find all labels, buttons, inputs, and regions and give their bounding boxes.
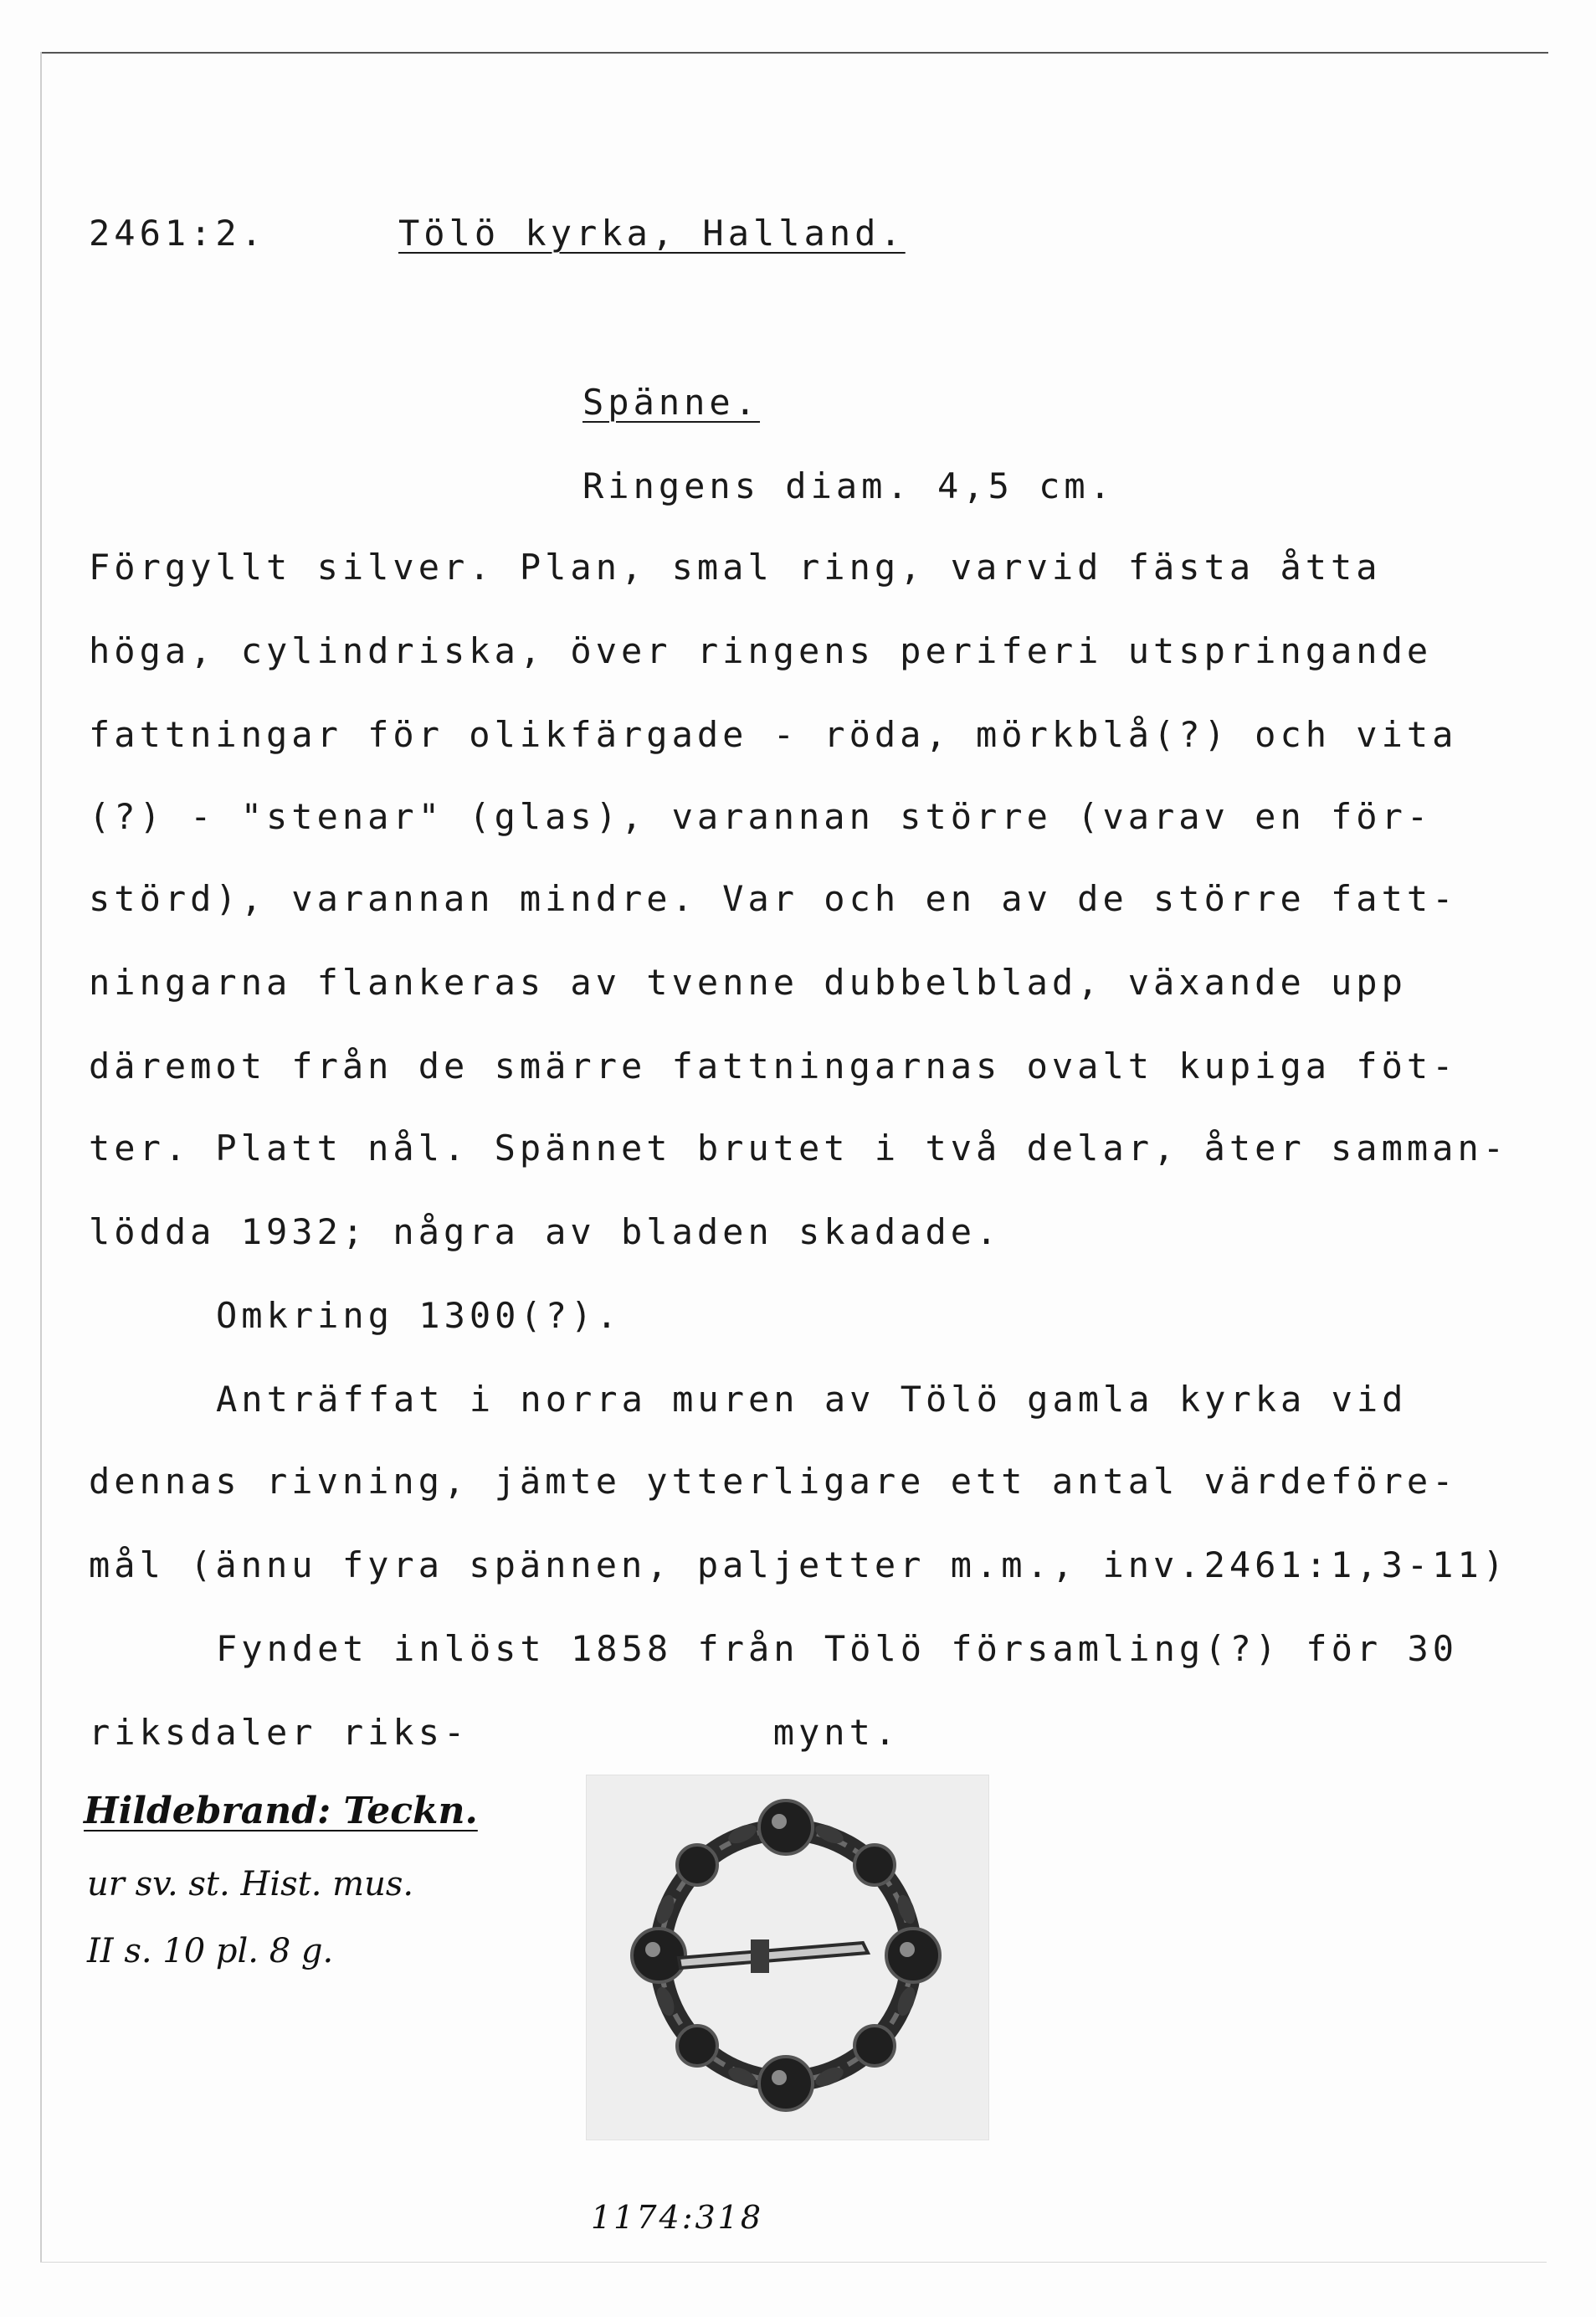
handwritten-reference: Hildebrand: Teckn. [84, 1790, 478, 1832]
description-line: ter. Platt nål. Spännet brutet i två delar, åter samman- [89, 1128, 1509, 1169]
dating: Omkring 1300(?). [216, 1295, 622, 1336]
accession-number: 2461:2. [89, 213, 267, 254]
card-left-edge [40, 52, 42, 2262]
handwritten-reference: ur sv. st. Hist. mus. [87, 1865, 414, 1903]
object-dimensions: Ringens diam. 4,5 cm. [582, 465, 1116, 506]
find-line: Anträffat i norra muren av Tölö gamla kyrka vid [216, 1379, 1408, 1420]
card-top-edge [42, 52, 1548, 54]
description-line: Förgyllt silver. Plan, smal ring, varvid fästa åtta [89, 547, 1382, 588]
find-place: Tölö kyrka, Halland. [398, 213, 906, 254]
object-title: Spänne. [582, 382, 761, 423]
description-line: höga, cylindriska, över ringens periferi utspringande [89, 630, 1433, 671]
photo-number: 1174:318 [591, 2199, 764, 2236]
description-line: fattningar för olikfärgade - röda, mörkblå(?) och vita [89, 714, 1458, 755]
find-line: mål (ännu fyra spännen, paljetter m.m., inv.2461:1,3-11) [89, 1544, 1509, 1585]
brooch-photo [586, 1775, 989, 2140]
description-line: lödda 1932; några av bladen skadade. [89, 1211, 1002, 1252]
brooch-illustration [587, 1775, 988, 2140]
description-line: ningarna flankeras av tvenne dubbelblad, växande upp [89, 962, 1407, 1003]
description-line: däremot från de smärre fattningarnas ovalt kupiga föt- [89, 1045, 1458, 1087]
handwritten-reference: II s. 10 pl. 8 g. [87, 1932, 334, 1970]
description-line: störd), varannan mindre. Var och en av de större fatt- [89, 878, 1458, 919]
card-bottom-edge [40, 2262, 1547, 2263]
description-line: (?) - "stenar" (glas), varannan större (varav en för- [89, 796, 1433, 837]
acquisition-line: riksdaler riks- mynt. [89, 1712, 901, 1753]
acquisition-line: Fyndet inlöst 1858 från Tölö församling(?) för 30 [216, 1628, 1459, 1669]
find-line: dennas rivning, jämte ytterligare ett antal värdeföre- [89, 1461, 1458, 1502]
